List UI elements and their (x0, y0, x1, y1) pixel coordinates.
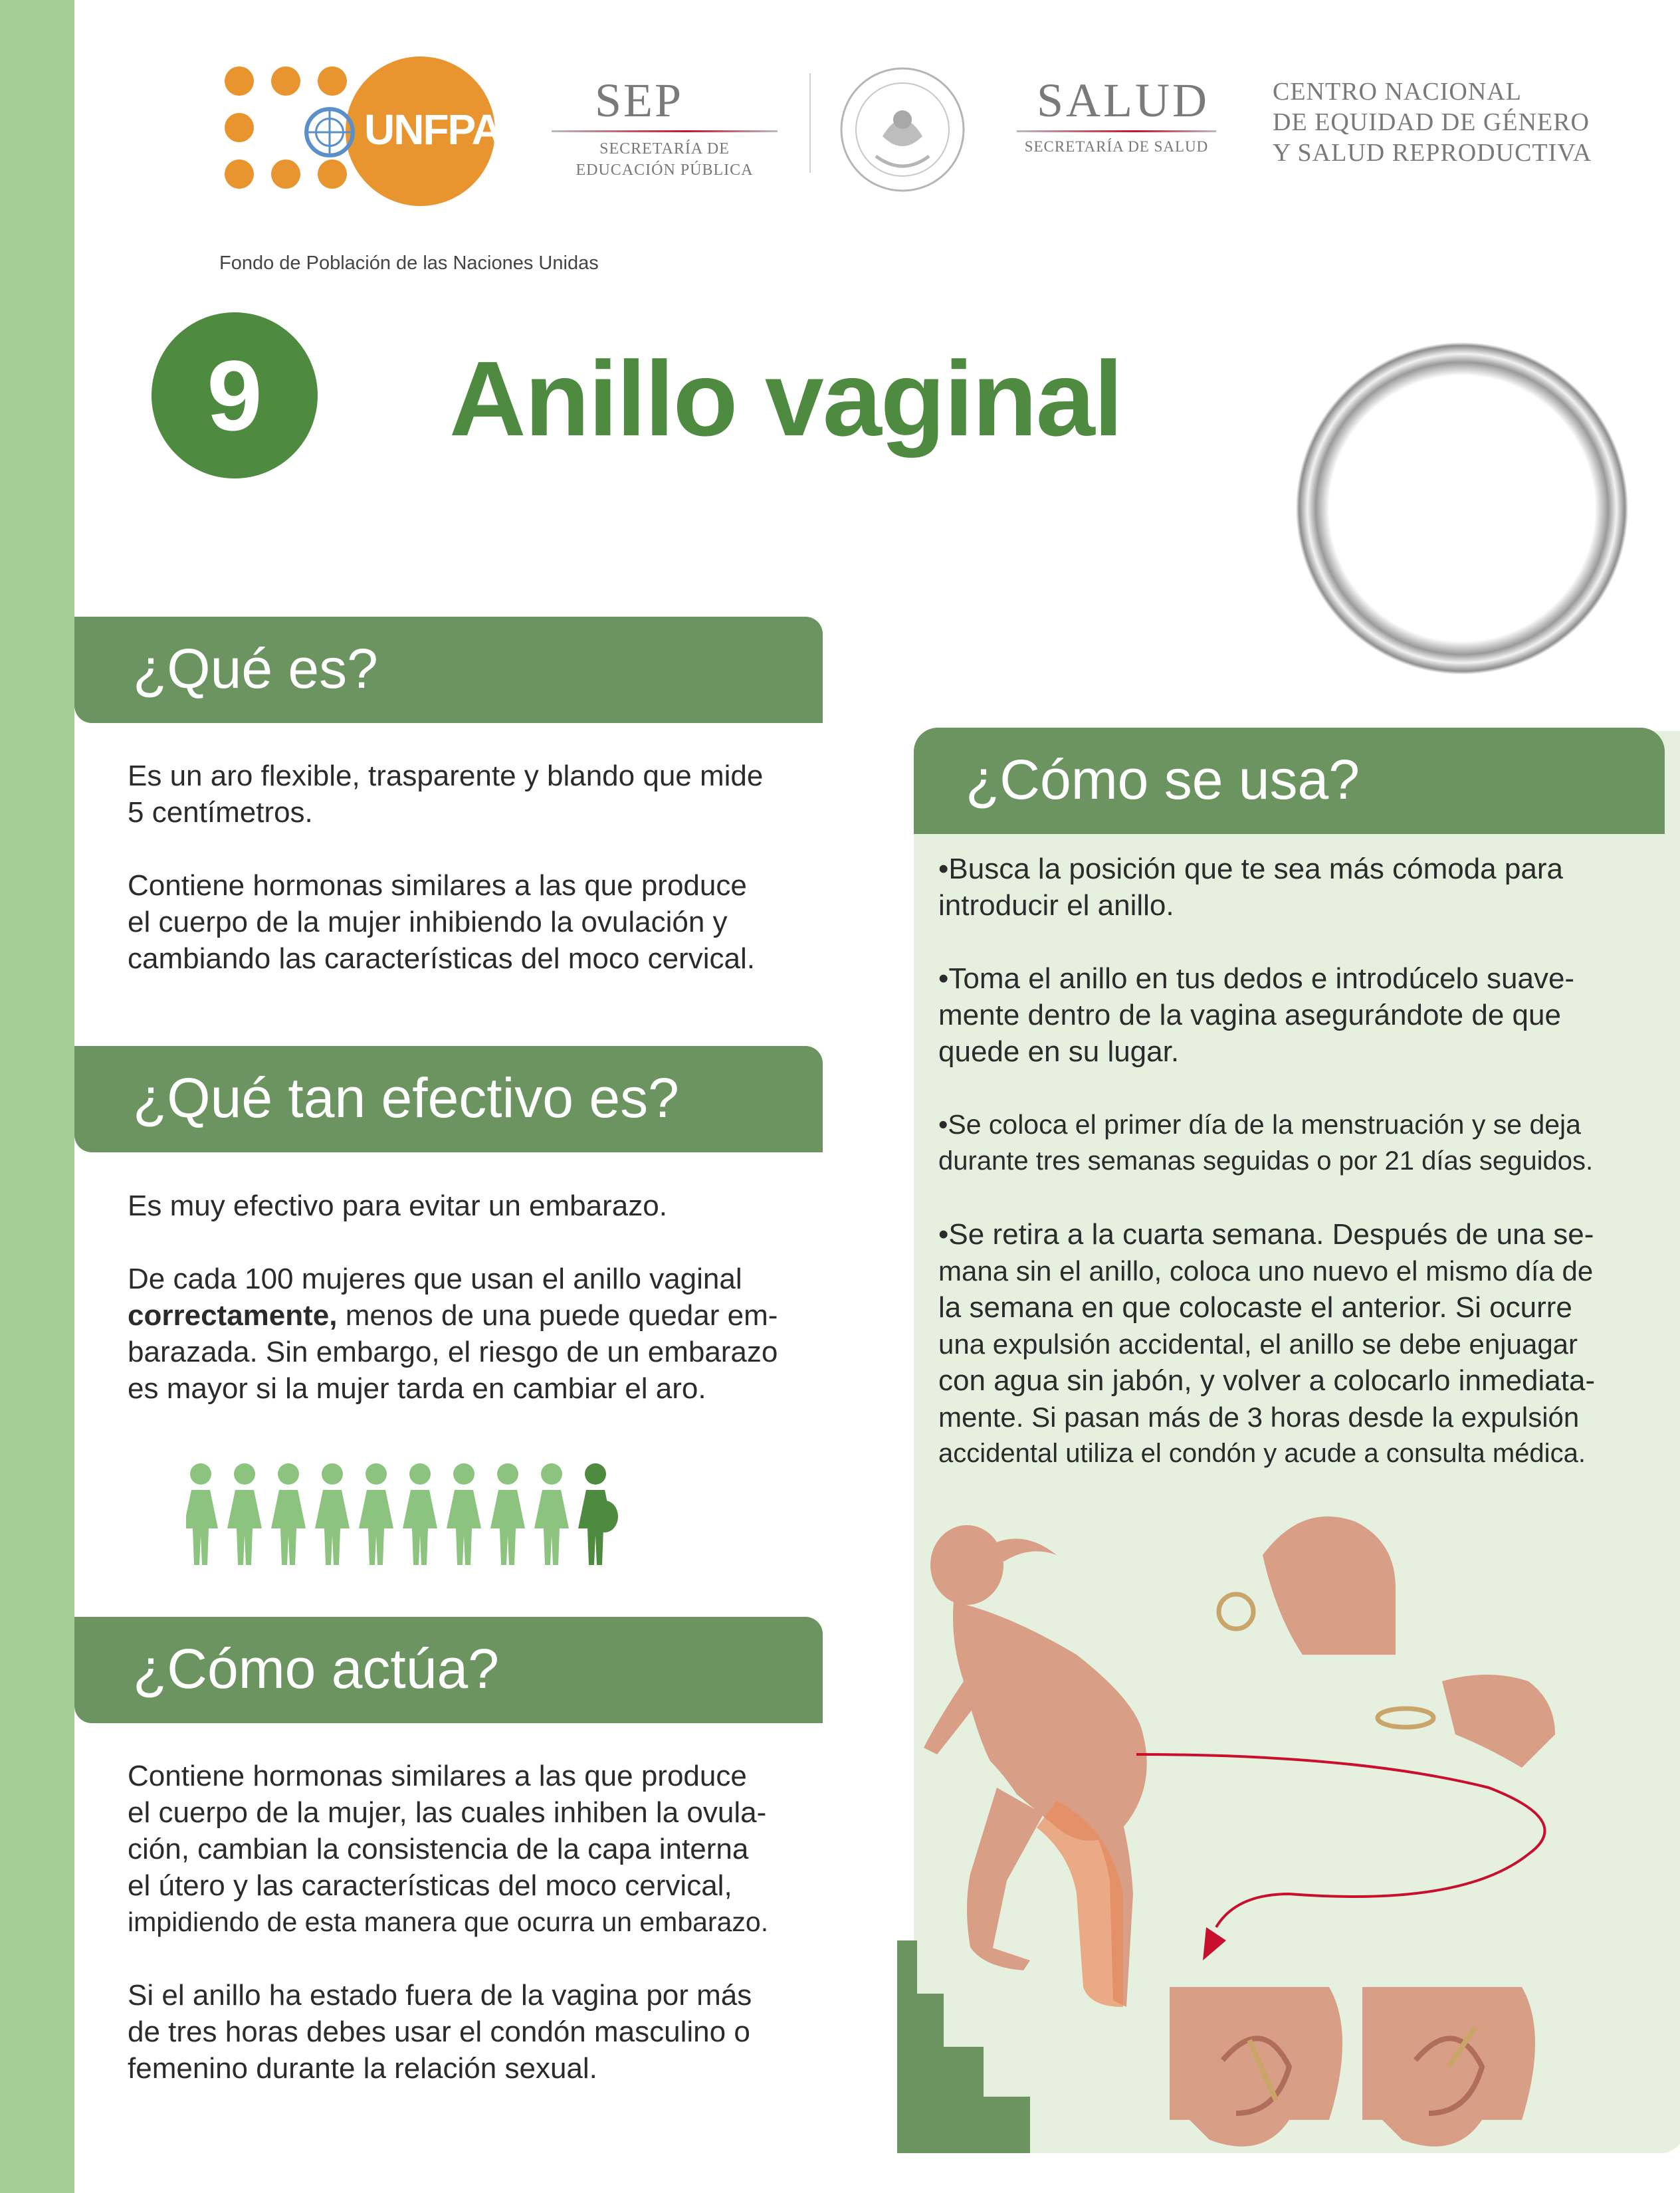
stairs-icon (897, 1940, 1030, 2153)
women-pictogram-icon (186, 1462, 638, 1568)
salud-rule (1017, 130, 1216, 132)
usa-line: •Se retira a la cuarta semana. Después de una se- (938, 1218, 1594, 1251)
actua-line: impidiendo de esta manera que ocurra un embarazo. (128, 1907, 769, 1937)
sep-subtitle (552, 138, 778, 181)
woman-icon (359, 1463, 393, 1565)
hand-holding-ring-icon (1219, 1516, 1396, 1655)
estados-unidos-mexicanos-seal-icon (836, 63, 969, 196)
woman-icon (447, 1463, 481, 1565)
como-se-usa-body (938, 851, 1641, 1472)
section-header-como-se-usa (914, 728, 1665, 834)
arrow-head (1203, 1927, 1226, 1960)
section-title-actua: ¿Cómo actúa? (133, 1637, 499, 1700)
unfpa-logo-text: UNFPA (364, 106, 501, 154)
actua-line: Si el anillo ha estado fuera de la vagina por más (128, 1979, 752, 2012)
woman-icon (271, 1463, 306, 1565)
usa-line: una expulsión accidental, el anillo se debe enjuagar (938, 1328, 1578, 1360)
actua-line: ción, cambian la consistencia de la capa interna (128, 1833, 749, 1865)
woman-icon (490, 1463, 525, 1565)
que-es-line: 5 centímetros. (128, 796, 313, 829)
centro-line1: CENTRO NACIONAL (1273, 78, 1522, 106)
method-number: 9 (207, 340, 262, 451)
usa-line: mente. Si pasan más de 3 horas desde la expulsión (938, 1402, 1580, 1433)
usa-line: quede en su lugar. (938, 1035, 1180, 1068)
actua-line: el cuerpo de la mujer, las cuales inhiben la ovula- (128, 1796, 767, 1829)
que-es-line: cambiando las características del moco cervical. (128, 942, 755, 975)
que-es-line: Contiene hormonas similares a las que produce (128, 869, 747, 902)
sep-rule (552, 130, 778, 132)
actua-line: de tres horas debes usar el condón masculino o (128, 2016, 750, 2048)
woman-icon (534, 1463, 569, 1565)
section-title-como-se-usa: ¿Cómo se usa? (966, 748, 1360, 811)
centro-nacional-logo (1273, 76, 1592, 168)
usa-line: con agua sin jabón, y volver a colocarlo inmediata- (938, 1364, 1596, 1397)
efectivo-line: De cada 100 mujeres que usan el anillo vaginal (128, 1263, 742, 1295)
actua-line: Contiene hormonas similares a las que produce (128, 1760, 747, 1792)
efectivo-body (128, 1188, 805, 1407)
vaginal-ring-icon (1289, 336, 1635, 681)
page-title: Anillo vaginal (449, 339, 1122, 458)
que-es-line: el cuerpo de la mujer inhibiendo la ovulación y (128, 906, 728, 938)
header-divider (809, 73, 811, 173)
efectivo-line-rest: menos de una puede quedar em- (337, 1299, 778, 1332)
side-bar (0, 0, 74, 2193)
usa-line: •Busca la posición que te sea más cómoda para (938, 853, 1563, 885)
efectivo-line (128, 1297, 805, 1334)
usa-line: mana sin el anillo, coloca uno nuevo el mismo día de (938, 1255, 1594, 1287)
usa-line: durante tres semanas seguidas o por 21 días seguidos. (938, 1146, 1594, 1176)
section-title-efectivo: ¿Qué tan efectivo es? (133, 1067, 679, 1129)
actua-line: femenino durante la relación sexual. (128, 2052, 597, 2085)
section-header-que-es (74, 617, 823, 723)
un-emblem-icon (302, 105, 357, 159)
usa-line: •Toma el anillo en tus dedos e introdúcelo suave- (938, 962, 1575, 995)
pregnant-woman-icon (578, 1463, 618, 1565)
salud-subtitle: SECRETARÍA DE SALUD (1024, 138, 1209, 155)
unfpa-caption: Fondo de Población de las Naciones Unidas (219, 253, 599, 274)
cross-section-2-icon (1362, 1987, 1535, 2146)
actua-line: el útero y las características del moco cervical, (128, 1869, 732, 1902)
ring-insertion-illustration-icon (891, 1482, 1680, 2186)
efectivo-line: barazada. Sin embargo, el riesgo de un embarazo (128, 1336, 778, 1368)
insertion-arrow (1136, 1754, 1545, 1927)
usa-line: mente dentro de la vagina asegurándote de que (938, 999, 1561, 1031)
section-header-actua (74, 1617, 823, 1723)
usa-line: accidental utiliza el condón y acude a consulta médica. (938, 1439, 1586, 1468)
section-title-que-es: ¿Qué es? (133, 637, 378, 700)
woman-icon (227, 1463, 262, 1565)
sep-title: SEP (595, 74, 684, 127)
sep-subtitle-line1: SECRETARÍA DE (599, 140, 730, 157)
usa-line: la semana en que colocaste el anterior. Si ocurre (938, 1291, 1572, 1324)
centro-line3: Y SALUD REPRODUCTIVA (1273, 139, 1592, 167)
sep-subtitle-line2: EDUCACIÓN PÚBLICA (576, 161, 754, 179)
section-header-efectivo (74, 1046, 823, 1152)
hand-pinching-ring-icon (1378, 1675, 1555, 1768)
woman-icon (403, 1463, 437, 1565)
efectivo-line: es mayor si la mujer tarda en cambiar el aro. (128, 1372, 706, 1405)
salud-title: SALUD (1037, 74, 1210, 127)
que-es-line: Es un aro flexible, trasparente y blando que mide (128, 760, 764, 792)
woman-icon (315, 1463, 350, 1565)
efectivo-bold-word: correctamente, (128, 1299, 338, 1332)
que-es-body (128, 758, 805, 977)
usa-line: •Se coloca el primer día de la menstruación y se deja (938, 1109, 1581, 1140)
efectivo-line: Es muy efectivo para evitar un embarazo. (128, 1190, 667, 1222)
cross-section-1-icon (1170, 1987, 1342, 2146)
usa-line: introducir el anillo. (938, 889, 1174, 922)
centro-line2: DE EQUIDAD DE GÉNERO (1273, 108, 1590, 136)
actua-body (128, 1758, 805, 2087)
woman-icon (186, 1463, 218, 1565)
